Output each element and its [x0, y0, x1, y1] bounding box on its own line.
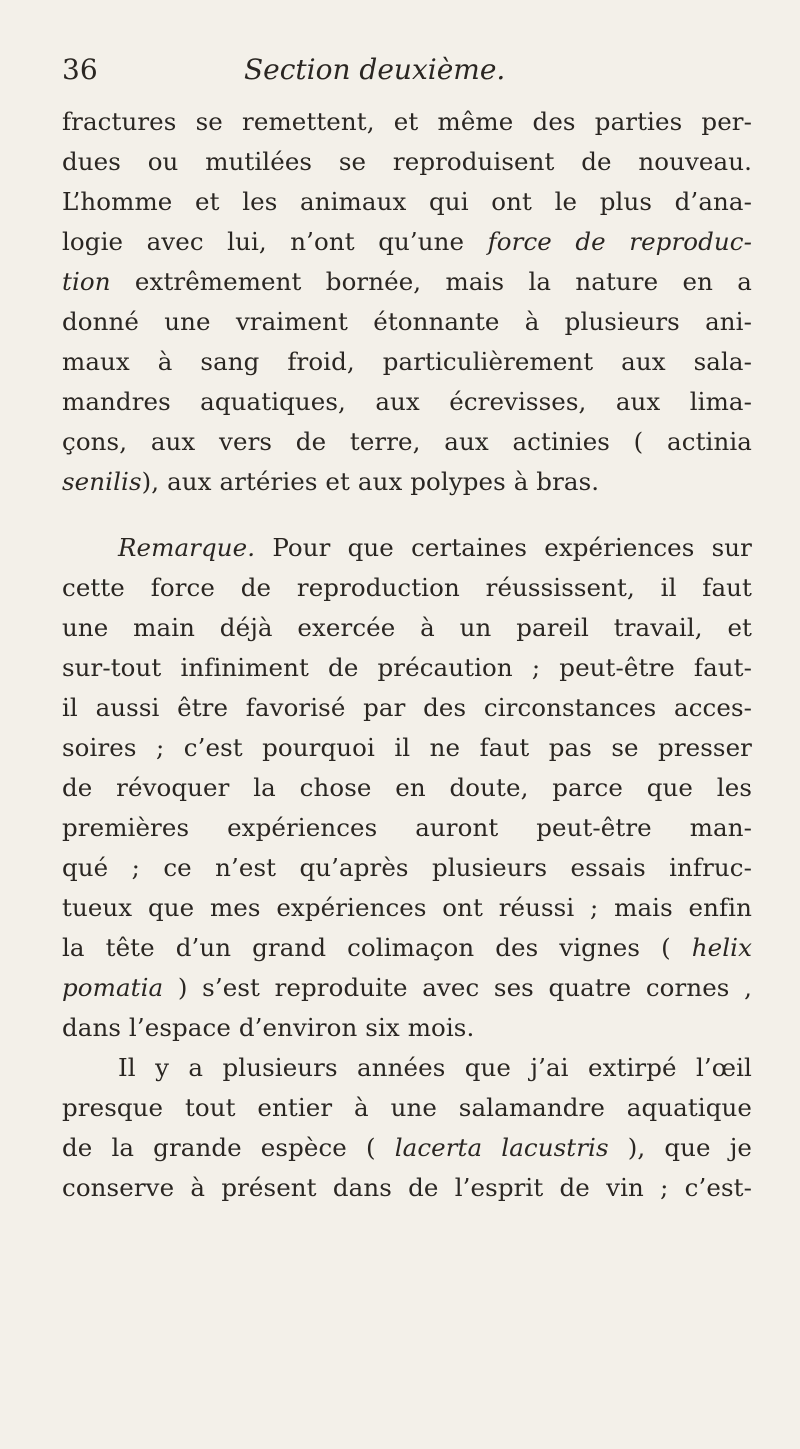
text-line [62, 222, 752, 262]
running-head [62, 50, 752, 102]
italic-term: helix [691, 933, 752, 962]
text-line: sur-tout infiniment de précaution ; peut-être faut- [62, 653, 752, 682]
text-run: ), que je [608, 1133, 752, 1162]
text-run: extrêmement bornée, mais la nature en a [110, 267, 752, 296]
book-page [62, 50, 752, 1208]
text-run: ) s’est reproduite avec ses quatre cornes , [163, 973, 752, 1002]
paragraph-reproduction [62, 102, 752, 502]
text-line: L’homme et les animaux qui ont le plus d’ana- [62, 187, 752, 216]
text-line: cette force de reproduction réussissent, il faut [62, 573, 752, 602]
text-line: dues ou mutilées se reproduisent de nouveau. [62, 147, 752, 176]
text-run: de la grande espèce ( [62, 1133, 395, 1162]
text-run: ), aux artéries et aux polypes à bras. [141, 467, 600, 496]
text-line [62, 262, 752, 302]
text-line: conserve à présent dans de l’esprit de vin ; c’est- [62, 1173, 752, 1202]
text-line [62, 928, 752, 968]
remark-label: Remarque. [118, 533, 256, 562]
text-line: Il y a plusieurs années que j’ai extirpé l’œil [118, 1053, 752, 1082]
paragraph-remark [62, 528, 752, 1048]
text-run: Pour que certaines expériences sur [255, 533, 752, 562]
text-line: de révoquer la chose en doute, parce que les [62, 773, 752, 802]
text-line: qué ; ce n’est qu’après plusieurs essais infruc- [62, 853, 752, 882]
text-line [62, 462, 752, 502]
text-line: presque tout entier à une salamandre aquatique [62, 1093, 752, 1122]
italic-term: tion [62, 267, 111, 296]
text-line: il aussi être favorisé par des circonstances acces- [62, 693, 752, 722]
text-line: premières expériences auront peut-être man- [62, 813, 752, 842]
page-number: 36 [62, 53, 98, 86]
text-line: maux à sang froid, particulièrement aux sala- [62, 347, 752, 376]
italic-term: lacerta lacustris [394, 1133, 609, 1162]
italic-term: senilis [62, 467, 142, 496]
italic-term: pomatia [62, 973, 164, 1002]
text-run: logie avec lui, n’ont qu’une [62, 227, 488, 256]
text-line: une main déjà exercée à un pareil travail, et [62, 613, 752, 642]
text-line: tueux que mes expériences ont réussi ; mais enfin [62, 893, 752, 922]
text-run: la tête d’un grand colimaçon des vignes ( [62, 933, 692, 962]
text-line [62, 528, 752, 568]
text-line [62, 968, 752, 1008]
text-line [62, 1128, 752, 1168]
text-line: mandres aquatiques, aux écrevisses, aux lima- [62, 387, 752, 416]
paragraph-salamander [62, 1048, 752, 1208]
text-line: fractures se remettent, et même des parties per- [62, 107, 752, 136]
text-line: çons, aux vers de terre, aux actinies ( actinia [62, 427, 752, 456]
text-line: donné une vraiment étonnante à plusieurs ani- [62, 307, 752, 336]
text-line: dans l’espace d’environ six mois. [62, 1013, 475, 1042]
italic-term: force de reproduc- [487, 227, 752, 256]
section-title: Section deuxième. [244, 53, 506, 86]
text-line: soires ; c’est pourquoi il ne faut pas se presser [62, 733, 752, 762]
